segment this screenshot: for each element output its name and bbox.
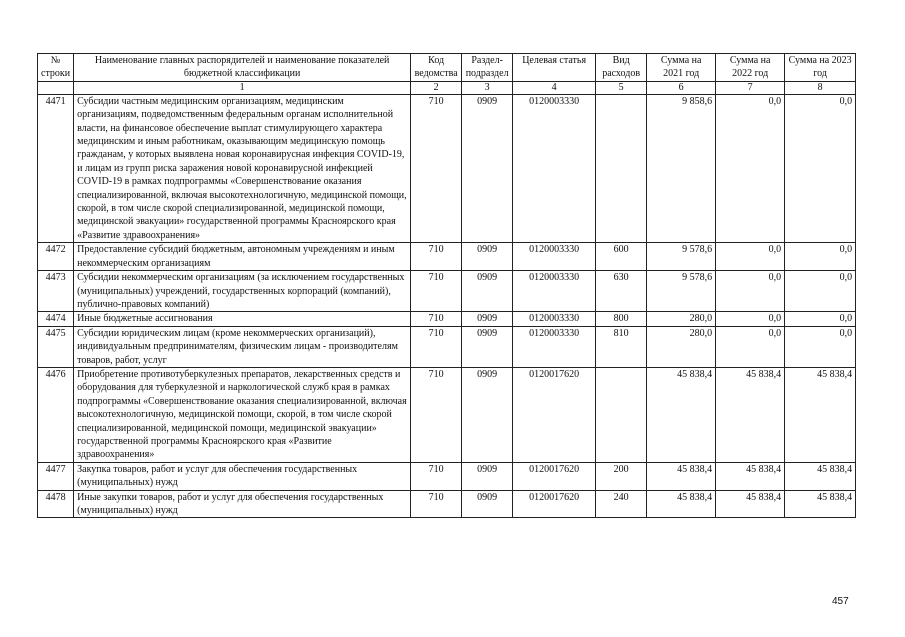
row-number: 4473	[38, 271, 74, 312]
sum-2022: 0,0	[716, 94, 785, 242]
table-row	[38, 312, 856, 326]
sum-2023: 45 838,4	[785, 367, 856, 462]
sum-2023: 0,0	[785, 326, 856, 367]
header-cell: Раздел-подраздел	[462, 54, 513, 82]
row-name: Закупка товаров, работ и услуг для обеспечения государственных (муниципальных) нужд	[74, 462, 411, 490]
column-number-cell: 1	[74, 81, 411, 94]
sum-2023: 0,0	[785, 271, 856, 312]
row-name: Иные бюджетные ассигнования	[74, 312, 411, 326]
header-cell: № строки	[38, 54, 74, 82]
sum-2021: 45 838,4	[647, 490, 716, 518]
section-code: 0909	[462, 312, 513, 326]
expense-kind: 800	[596, 312, 647, 326]
row-number: 4478	[38, 490, 74, 518]
table-row	[38, 367, 856, 462]
header-cell: Наименование главных распорядителей и наименование показателей бюджетной классификации	[74, 54, 411, 82]
dept-code: 710	[411, 94, 462, 242]
table-row	[38, 462, 856, 490]
sum-2022: 45 838,4	[716, 462, 785, 490]
dept-code: 710	[411, 312, 462, 326]
target-article: 0120003330	[513, 271, 596, 312]
section-code: 0909	[462, 367, 513, 462]
dept-code: 710	[411, 462, 462, 490]
sum-2021: 9 578,6	[647, 271, 716, 312]
sum-2023: 0,0	[785, 243, 856, 271]
sum-2021: 45 838,4	[647, 367, 716, 462]
column-number-cell: 4	[513, 81, 596, 94]
column-number-cell: 5	[596, 81, 647, 94]
section-code: 0909	[462, 94, 513, 242]
section-code: 0909	[462, 271, 513, 312]
row-name: Субсидии юридическим лицам (кроме некоммерческих организаций), индивидуальным предпринимателям, физическим лицам - производителям товаров, работ, услуг	[74, 326, 411, 367]
sum-2022: 0,0	[716, 243, 785, 271]
dept-code: 710	[411, 490, 462, 518]
expense-kind	[596, 94, 647, 242]
header-cell: Вид расходов	[596, 54, 647, 82]
row-name: Субсидии частным медицинским организациям, медицинским организациям, подведомственным федеральным органам исполнительной власти, на финансовое обеспечение выплат стимулирующего характера медицинским и иным работникам, оказывающим медицинскую помощь гражданам, у которых выявлена новая коронавирусная инфекция COVID-19, и лицам из групп риска заражения новой коронавирусной инфекцией COVID-19 в рамках подпрограммы «Совершенствование оказания специализированной, включая высокотехнологичную, медицинской помощи, скорой, в том числе скорой специализированной, медицинской помощи, медицинской эвакуации» государственной программы Красноярского края «Развитие здравоохранения»	[74, 94, 411, 242]
sum-2021: 45 838,4	[647, 462, 716, 490]
column-number-cell: 3	[462, 81, 513, 94]
row-number: 4474	[38, 312, 74, 326]
table-row	[38, 326, 856, 367]
expense-kind: 600	[596, 243, 647, 271]
row-name: Приобретение противотуберкулезных препаратов, лекарственных средств и оборудования для туберкулезной и наркологической служб края в рамках подпрограммы «Совершенствование оказания специализированной, включая высокотехнологичную, медицинской помощи, скорой, в том числе скорой специализированной, медицинской помощи, медицинской эвакуации» государственной программы Красноярского края «Развитие здравоохранения»	[74, 367, 411, 462]
expense-kind: 630	[596, 271, 647, 312]
target-article: 0120017620	[513, 490, 596, 518]
column-number-cell: 8	[785, 81, 856, 94]
target-article: 0120017620	[513, 462, 596, 490]
sum-2021: 280,0	[647, 326, 716, 367]
sum-2021: 9 578,6	[647, 243, 716, 271]
sum-2022: 0,0	[716, 312, 785, 326]
section-code: 0909	[462, 326, 513, 367]
target-article: 0120003330	[513, 94, 596, 242]
section-code: 0909	[462, 462, 513, 490]
section-code: 0909	[462, 243, 513, 271]
sum-2023: 0,0	[785, 94, 856, 242]
target-article: 0120017620	[513, 367, 596, 462]
expense-kind: 200	[596, 462, 647, 490]
sum-2022: 45 838,4	[716, 367, 785, 462]
budget-table	[37, 53, 856, 518]
header-row	[38, 54, 856, 82]
sum-2021: 280,0	[647, 312, 716, 326]
row-name: Субсидии некоммерческим организациям (за исключением государственных (муниципальных) учреждений, государственных корпораций (компаний), публично-правовых компаний)	[74, 271, 411, 312]
row-number: 4471	[38, 94, 74, 242]
sum-2022: 0,0	[716, 326, 785, 367]
header-cell: Код ведомства	[411, 54, 462, 82]
row-number: 4476	[38, 367, 74, 462]
table-row	[38, 490, 856, 518]
row-number: 4472	[38, 243, 74, 271]
column-number-cell: 7	[716, 81, 785, 94]
expense-kind: 240	[596, 490, 647, 518]
header-cell: Сумма на 2023 год	[785, 54, 856, 82]
dept-code: 710	[411, 271, 462, 312]
column-number-cell: 2	[411, 81, 462, 94]
target-article: 0120003330	[513, 326, 596, 367]
expense-kind	[596, 367, 647, 462]
row-name: Иные закупки товаров, работ и услуг для обеспечения государственных (муниципальных) нужд	[74, 490, 411, 518]
header-cell: Целевая статья	[513, 54, 596, 82]
expense-kind: 810	[596, 326, 647, 367]
dept-code: 710	[411, 326, 462, 367]
table-row	[38, 94, 856, 242]
column-number-cell	[38, 81, 74, 94]
sum-2021: 9 858,6	[647, 94, 716, 242]
column-number-row	[38, 81, 856, 94]
sum-2022: 45 838,4	[716, 490, 785, 518]
table-row	[38, 271, 856, 312]
sum-2023: 45 838,4	[785, 490, 856, 518]
column-number-cell: 6	[647, 81, 716, 94]
row-name: Предоставление субсидий бюджетным, автономным учреждениям и иным некоммерческим организациям	[74, 243, 411, 271]
target-article: 0120003330	[513, 312, 596, 326]
sum-2023: 45 838,4	[785, 462, 856, 490]
row-number: 4475	[38, 326, 74, 367]
page-number: 457	[832, 596, 849, 607]
sum-2022: 0,0	[716, 271, 785, 312]
header-cell: Сумма на 2022 год	[716, 54, 785, 82]
dept-code: 710	[411, 243, 462, 271]
dept-code: 710	[411, 367, 462, 462]
table-row	[38, 243, 856, 271]
header-cell: Сумма на 2021 год	[647, 54, 716, 82]
target-article: 0120003330	[513, 243, 596, 271]
sum-2023: 0,0	[785, 312, 856, 326]
row-number: 4477	[38, 462, 74, 490]
section-code: 0909	[462, 490, 513, 518]
